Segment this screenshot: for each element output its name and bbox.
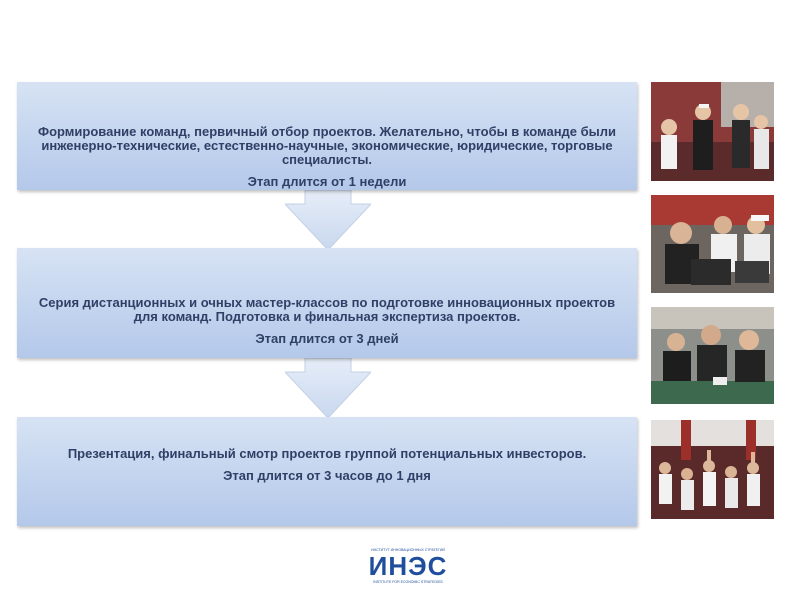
stage-box-presentation xyxy=(17,417,637,526)
stage-description: Серия дистанционных и очных мастер-классов по подготовке инновационных проектов для команд. Подготовка и финальная экспертиза проектов. xyxy=(38,295,616,324)
stage-duration: Этап длится от 3 дней xyxy=(255,331,399,346)
stage-box-master-classes xyxy=(17,248,637,358)
logo-mark: ИНЭС xyxy=(368,551,448,581)
logo-top-line: ИНСТИТУТ ИННОВАЦИОННЫХ СТРАТЕГИЙ xyxy=(371,548,445,552)
arrow-down-icon xyxy=(285,358,371,418)
event-photo-audience xyxy=(651,420,774,519)
event-photo-presentation xyxy=(651,82,774,181)
stage-duration: Этап длится от 3 часов до 1 дня xyxy=(223,468,431,483)
stage-duration: Этап длится от 1 недели xyxy=(247,174,407,189)
stage-description: Презентация, финальный смотр проектов группой потенциальных инвесторов. xyxy=(67,446,587,461)
arrow-down-icon xyxy=(285,190,371,250)
event-photo-jury xyxy=(651,307,774,404)
logo-bottom-line: INSTITUTE FOR ECONOMIC STRATEGIES xyxy=(373,580,443,584)
stage-box-team-formation xyxy=(17,82,637,190)
stage-description: Формирование команд, первичный отбор проектов. Желательно, чтобы в команде были инженерно-технические, естественно-научные, экономические, юридические, торговые специалисты. xyxy=(37,124,617,167)
event-photo-laptops xyxy=(651,195,774,293)
ines-logo xyxy=(360,546,456,586)
